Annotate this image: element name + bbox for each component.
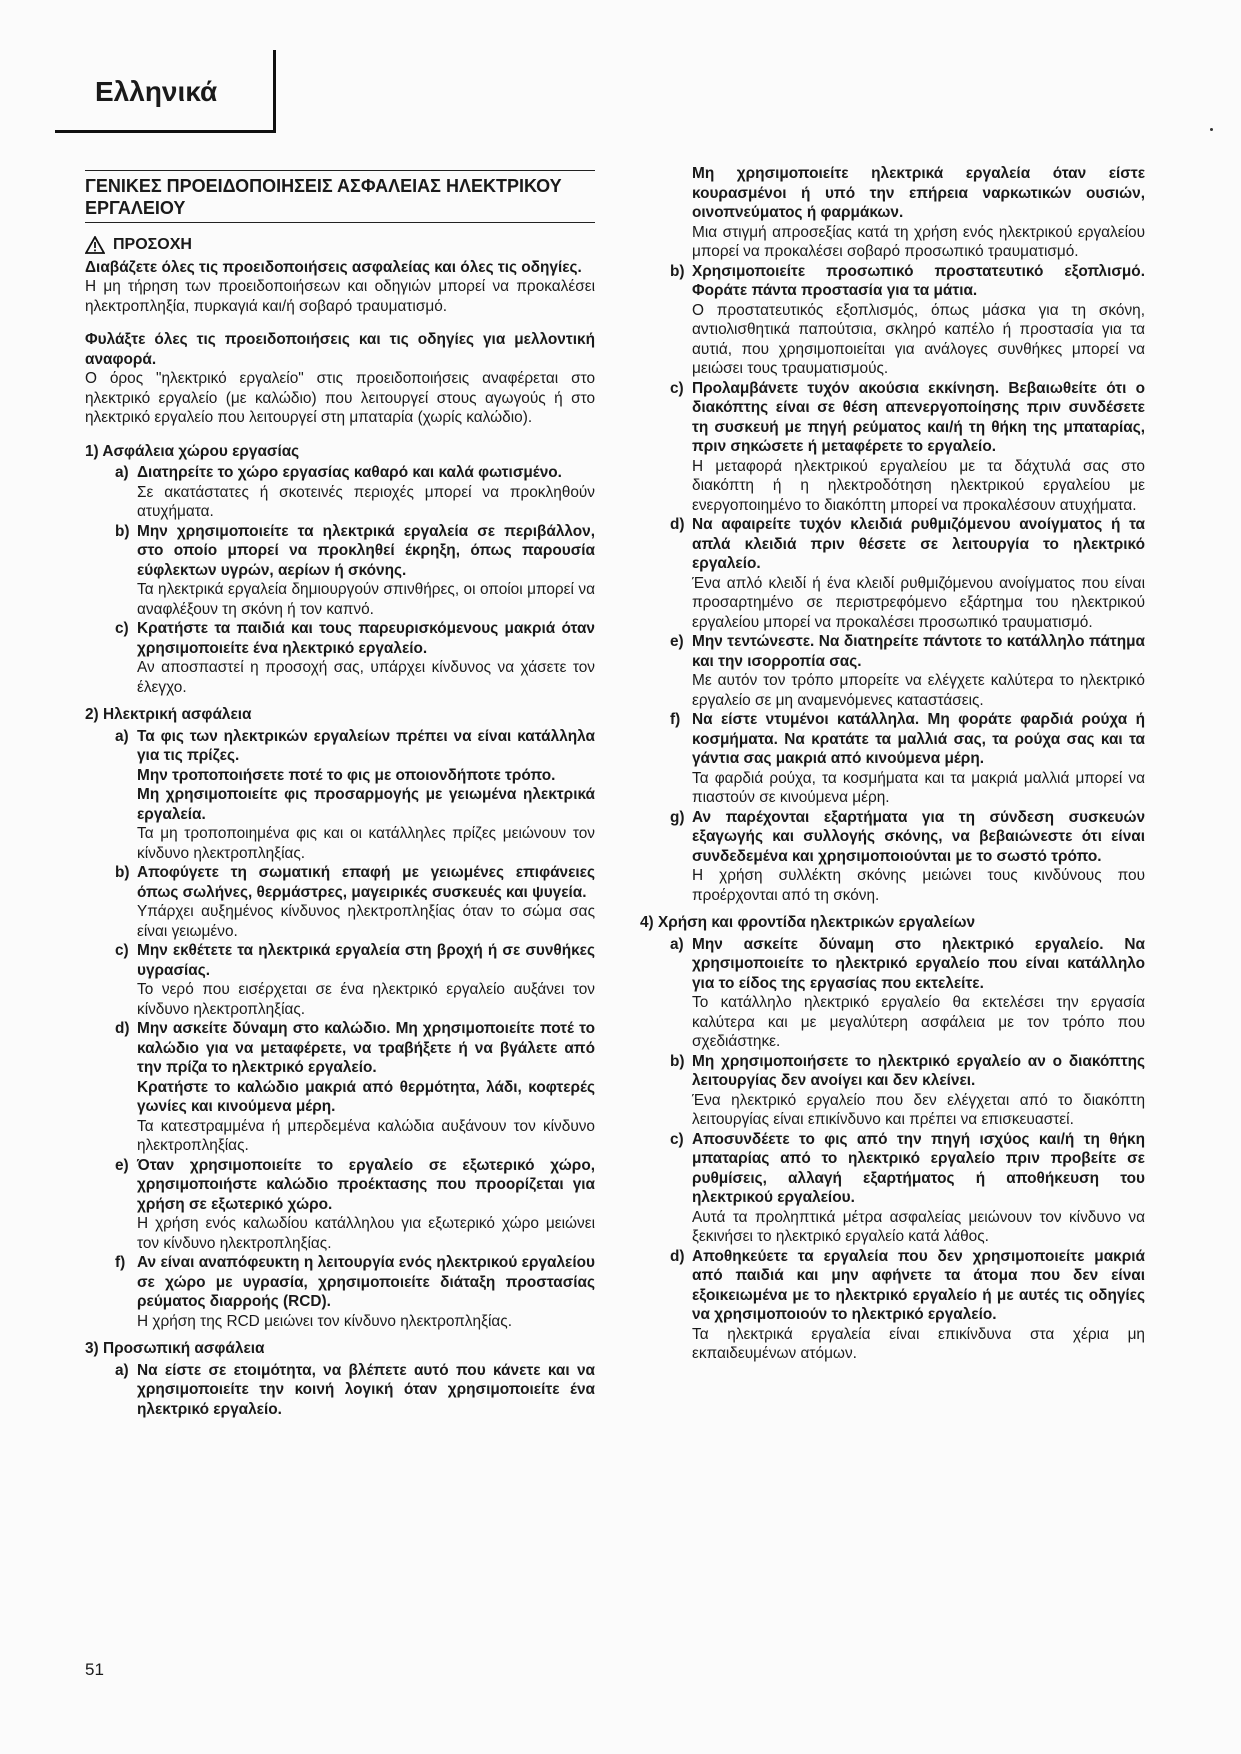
s1-item-a: a) Διατηρείτε το χώρο εργασίας καθαρό και καλά φωτισμένο. Σε ακατάστατες ή σκοτεινές περιοχές μπορεί να προκληθούν ατυχήματα. [115, 464, 595, 520]
s2-item-a: a) Τα φις των ηλεκτρικών εργαλείων πρέπει να είναι κατάλληλα για τις πρίζες. Μην τροποποιήσετε ποτέ το φις με οποιονδήποτε τρόπο. Μη χρησιμοποιείτε φις προσαρμογής με γειωμένα ηλεκτρικά εργαλεία. Τα μη τροποποιημένα φις και οι κατάλληλες πρίζες μειώνουν τον κίνδυνο ηλεκτροπληξίας. [115, 727, 595, 862]
language-tab [55, 50, 276, 133]
s2-item-d: d) Μην ασκείτε δύναμη στο καλώδιο. Μη χρησιμοποιείτε ποτέ το καλώδιο για να μεταφέρετε, να τραβήξετε ή να βγάλετε από την πρίζα το ηλεκτρικό εργαλείο. Κρατήστε το καλώδιο μακριά από θερμότητα, λάδι, κοφτερές γωνίες και κινούμενα μέρη. Τα κατεστραμμένα ή μπερδεμένα καλώδια αυξάνουν τον κίνδυνο ηλεκτροπληξίας. [115, 1020, 595, 1154]
s4-item-b: b) Μη χρησιμοποιήσετε το ηλεκτρικό εργαλείο αν ο διακόπτης λειτουργίας δεν ανοίγει και δεν κλείνει. Ένα ηλεκτρικό εργαλείο που δεν ελέγχεται από το διακόπτη λειτουργίας είναι επικίνδυνο και πρέπει να επισκευαστεί. [670, 1052, 1145, 1128]
s3-item-e: e) Μην τεντώνεστε. Να διατηρείτε πάντοτε το κατάλληλο πάτημα και την ισορροπία σας. Με αυτόν τον τρόπο μπορείτε να ελέγχετε καλύτερα το ηλεκτρικό εργαλείο σε μη αναμενόμενες καταστάσεις. [670, 633, 1145, 709]
section-3-cont [640, 164, 1145, 905]
warning-heading [85, 235, 595, 255]
s3-item-a-start: a) Να είστε σε ετοιμότητα, να βλέπετε αυτό που κάνετε και να χρησιμοποιείτε την κοινή λογική όταν χρησιμοποιείτε ένα ηλεκτρικό εργαλείο. [115, 1361, 595, 1418]
s2-item-c: c) Μην εκθέτετε τα ηλεκτρικά εργαλεία στη βροχή ή σε συνθήκες υγρασίας. Το νερό που εισέρχεται σε ένα ηλεκτρικό εργαλείο αυξάνει τον κίνδυνο ηλεκτροπληξίας. [115, 942, 595, 1018]
left-column [85, 164, 595, 1419]
s3-item-c: c) Προλαμβάνετε τυχόν ακούσια εκκίνηση. Βεβαιωθείτε ότι ο διακόπτης είναι σε θέση απενεργοποίησης πριν συνδέσετε τη συσκευή με πηγή ρεύματος και/ή τη θήκη της μπαταρίας, πριν σηκώσετε ή μεταφέρετε το εργαλείο. Η μεταφορά ηλεκτρικού εργαλείου με τα δάχτυλά σας στο διακόπτη ή η ηλεκτροδότηση ηλεκτρικού εργαλείου με ενεργοποιημένο το διακόπτη μπορεί να προκαλέσουν ατυχήματα. [670, 379, 1145, 514]
margin-dot [1210, 128, 1213, 131]
s2-item-b: b) Αποφύγετε τη σωματική επαφή με γειωμένες επιφάνειες όπως σωλήνες, θερμάστρες, μαγειρικές συσκευές και ψυγεία. Υπάρχει αυξημένος κίνδυνος ηλεκτροπληξίας όταν το σώμα σας είναι γειωμένο. [115, 864, 595, 940]
section-4-heading: 4) Χρήση και φροντίδα ηλεκτρικών εργαλείων [640, 914, 976, 931]
page-number: 51 [85, 1660, 104, 1679]
warning-label: ΠΡΟΣΟΧΗ [113, 236, 192, 253]
section-1 [85, 463, 595, 697]
s3-item-g: g) Αν παρέχονται εξαρτήματα για τη σύνδεση συσκευών εξαγωγής και συλλογής σκόνης, να βεβαιώνεστε ότι είναι συνδεδεμένα και χρησιμοποιούνται με το σωστό τρόπο. Η χρήση συλλέκτη σκόνης μειώνει τους κινδύνους που προέρχονται από τη σκόνη. [670, 808, 1145, 904]
s3-item-f: f) Να είστε ντυμένοι κατάλληλα. Μη φοράτε φαρδιά ρούχα ή κοσμήματα. Να κρατάτε τα μαλλιά σας, τα ρούχα σας και τα γάντια σας μακριά από κινούμενα μέρη. Τα φαρδιά ρούχα, τα κοσμήματα και τα μακριά μαλλιά μπορεί να πιαστούν σε κινούμενα μέρη. [670, 711, 1145, 806]
s3-item-d: d) Να αφαιρείτε τυχόν κλειδιά ρυθμιζόμενου ανοίγματος ή τα απλά κλειδιά πριν θέσετε σε λειτουργία το ηλεκτρικό εργαλείο. Ένα απλό κλειδί ή ένα κλειδί ρυθμιζόμενου ανοίγματος που είναι προσαρτημένο σε περιστρεφόμενο εξάρτημα του ηλεκτρικού εργαλείου μπορεί να προκαλέσει προσωπικό τραυματισμό. [670, 516, 1145, 631]
section-3-heading: 3) Προσωπική ασφάλεια [85, 1340, 265, 1357]
section-2-heading: 2) Ηλεκτρική ασφάλεια [85, 706, 252, 723]
right-column [640, 164, 1145, 1364]
s2-item-e: e) Όταν χρησιμοποιείτε το εργαλείο σε εξωτερικό χώρο, χρησιμοποιήστε καλώδιο προέκτασης που προορίζεται για χρήση σε εξωτερικό χώρο. Η χρήση ενός καλωδίου κατάλληλου για εξωτερικό χώρο μειώνει τον κίνδυνο ηλεκτροπληξίας. [115, 1156, 595, 1252]
s4-item-c: c) Αποσυνδέετε το φις από την πηγή ισχύος και/ή τη θήκη μπαταρίας από το ηλεκτρικό εργαλείο πριν προβείτε σε ρυθμίσεις, αλλαγή εξαρτήματος ή αποθήκευση του ηλεκτρικού εργαλείου. Αυτά τα προληπτικά μέτρα ασφαλείας μειώνουν τον κίνδυνο να ξεκινήσει το ηλεκτρικό εργαλείο κατά λάθος. [670, 1130, 1145, 1245]
section-1-heading: 1) Ασφάλεια χώρου εργασίας [85, 442, 300, 460]
s4-item-a: a) Μην ασκείτε δύναμη στο ηλεκτρικό εργαλείο. Να χρησιμοποιείτε το ηλεκτρικό εργαλείο που είναι κατάλληλο για το είδος της εργασίας που εκτελείτε. Το κατάλληλο ηλεκτρικό εργαλείο θα εκτελέσει την εργασία καλύτερα και με μεγαλύτερη ασφάλεια με τον τρόπο που σχεδιάστηκε. [670, 935, 1145, 1050]
s4-item-d: d) Αποθηκεύετε τα εργαλεία που δεν χρησιμοποιείτε μακριά από παιδιά και μην αφήνετε τα άτομα που δεν είναι εξοικειωμένα με το ηλεκτρικό εργαλείο ή με αυτές τις οδηγίες να χρησιμοποιούν το ηλεκτρικό εργαλείο. Τα ηλεκτρικά εργαλεία είναι επικίνδυνα στα χέρια μη εκπαιδευμένων ατόμων. [670, 1247, 1145, 1362]
warning-triangle-icon [85, 236, 105, 254]
s1-item-b: b) Μην χρησιμοποιείτε τα ηλεκτρικά εργαλεία σε περιβάλλον, στο οποίο μπορεί να προκληθεί έκρηξη, όπως παρουσία εύφλεκτων υγρών, αερίων ή σκόνης. Τα ηλεκτρικά εργαλεία δημιουργούν σπινθήρες, οι οποίοι μπορεί να αναφλέξουν τη σκόνη ή τον καπνό. [115, 522, 595, 618]
section-2 [85, 727, 595, 1332]
page-title: ΓΕΝΙΚΕΣ ΠΡΟΕΙΔΟΠΟΙΗΣΕΙΣ ΑΣΦΑΛΕΙΑΣ ΗΛΕΚΤΡΙΚΟΥ ΕΡΓΑΛΕΙΟΥ [85, 170, 595, 223]
keep-bold: Φυλάξτε όλες τις προειδοποιήσεις και τις οδηγίες για μελλοντική αναφορά. [85, 331, 595, 368]
s1-item-c: c) Κρατήστε τα παιδιά και τους παρευρισκόμενους μακριά όταν χρησιμοποιείτε ένα ηλεκτρικό εργαλείο. Αν αποσπαστεί η προσοχή σας, υπάρχει κίνδυνος να χάσετε τον έλεγχο. [115, 620, 595, 696]
keep-text: Ο όρος "ηλεκτρικό εργαλείο" στις προειδοποιήσεις αναφέρεται στο ηλεκτρικό εργαλείο (με καλώδιο) που λειτουργεί στους αγωγούς ή στο ηλεκτρικό εργαλείο που λειτουργεί στη μπαταρία (χωρίς καλώδιο). [85, 370, 595, 426]
s3-item-a-cont: Μη χρησιμοποιείτε ηλεκτρικά εργαλεία όταν είστε κουρασμένοι ή υπό την επήρεια ναρκωτικών ουσιών, οινοπνεύματος ή φαρμάκων. Μια στιγμή απροσεξίας κατά τη χρήση ενός ηλεκτρικού εργαλείου μπορεί να προκαλέσει σοβαρό προσωπικό τραυματισμό. [692, 165, 1145, 260]
language-label: Ελληνικά [95, 76, 218, 107]
section-3-start [85, 1361, 595, 1420]
warning-bold: Διαβάζετε όλες τις προειδοποιήσεις ασφαλείας και όλες τις οδηγίες. [85, 258, 582, 276]
s2-item-f: f) Αν είναι αναπόφευκτη η λειτουργία ενός ηλεκτρικού εργαλείου σε χώρο με υγρασία, χρησιμοποιείτε διάταξη προστασίας ρεύματος διαρροής (RCD). Η χρήση της RCD μειώνει τον κίνδυνο ηλεκτροπληξίας. [115, 1254, 595, 1330]
s3-item-b: b) Χρησιμοποιείτε προσωπικό προστατευτικό εξοπλισμό. Φοράτε πάντα προστασία για τα μάτια. Ο προστατευτικός εξοπλισμός, όπως μάσκα για τη σκόνη, αντιολισθητικά παπούτσια, σκληρό καπέλο ή προστασία για τα αυτιά, που χρησιμοποιείται για ανάλογες συνθήκες μπορεί να μειώσει τους τραυματισμούς. [670, 262, 1145, 377]
section-4 [640, 935, 1145, 1364]
warning-text: Η μη τήρηση των προειδοποιήσεων και οδηγιών μπορεί να προκαλέσει ηλεκτροπληξία, πυρκαγιά και/ή σοβαρό τραυματισμό. [85, 278, 595, 315]
